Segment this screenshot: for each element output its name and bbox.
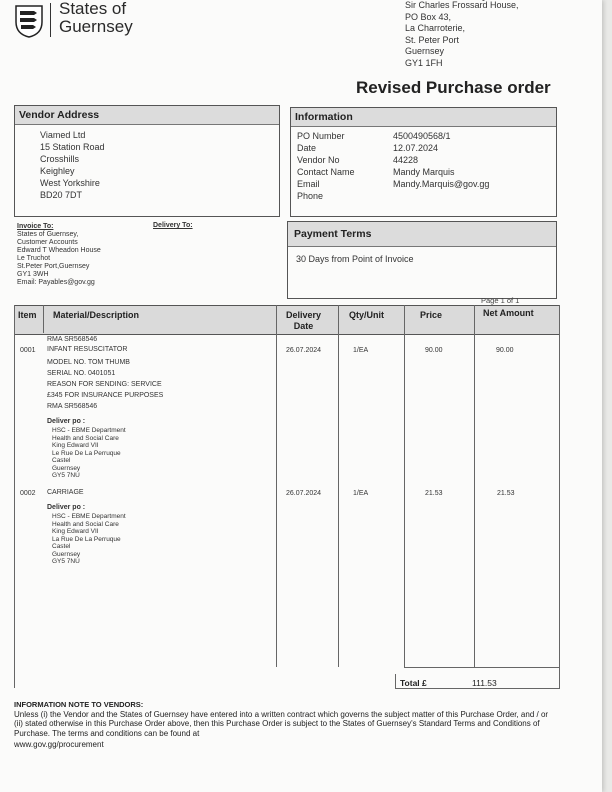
deliver-line: Le Rue De La Perruque	[52, 449, 121, 457]
deliver-line: HSC - EBME Department	[52, 513, 126, 520]
row-delivery-date: 26.07.2024	[286, 347, 322, 354]
row-detail-line: MODEL NO. TOM THUMB	[47, 359, 130, 366]
info-value: 44228	[393, 155, 419, 165]
total-label: Total £	[400, 678, 427, 688]
col-header-delivery	[286, 310, 321, 332]
info-value: Mandy Marquis	[393, 167, 455, 177]
invoice-to-block	[17, 223, 101, 287]
table-bottom-line	[404, 667, 560, 668]
deliver-line: Guernsey	[52, 550, 81, 558]
row-net-amount: 21.53	[497, 490, 515, 497]
row-delivery-date: 26.07.2024	[286, 490, 322, 497]
vendor-address-lines	[15, 125, 279, 201]
row-material-name: CARRIAGE	[47, 489, 84, 496]
row-net-amount: 90.00	[496, 347, 514, 354]
row-qty-unit: 1/EA	[353, 490, 369, 497]
row-detail-line: RMA SR568546	[47, 403, 98, 410]
logo-line-1: States of	[59, 0, 127, 18]
invoice-to-line: Le Truchot	[17, 255, 51, 262]
deliver-to-label: Deliver po :	[47, 418, 86, 425]
table-border-left	[14, 305, 15, 688]
vendor-line: Viamed Ltd	[40, 130, 86, 140]
info-label: Email	[297, 179, 320, 189]
org-address-line: St. Peter Port	[405, 34, 460, 45]
note-heading: INFORMATION NOTE TO VENDORS:	[14, 700, 144, 709]
col-header-item: Item	[18, 310, 37, 320]
deliver-line: Guernsey	[52, 464, 81, 472]
table-col-divider	[43, 305, 44, 333]
info-label: Phone	[297, 191, 324, 201]
vendor-address-heading: Vendor Address	[15, 106, 279, 125]
guernsey-crest-icon	[14, 4, 44, 38]
payment-terms-text: 30 Days from Point of Invoice	[296, 254, 414, 264]
deliver-line: Health and Social Care	[52, 434, 119, 442]
payment-terms-box	[287, 221, 557, 299]
deliver-line: GY5 7NU	[52, 558, 80, 565]
vendor-line: Keighley	[40, 166, 75, 176]
row-pre-text: RMA SR568546	[47, 336, 98, 343]
total-value: 111.53	[472, 678, 497, 688]
row-detail-line: SERIAL NO. 0401051	[47, 370, 116, 377]
table-header	[14, 305, 559, 335]
info-value: 12.07.2024	[393, 143, 439, 153]
invoice-to-line: Email: Payables@gov.gg	[17, 279, 95, 286]
invoice-to-line: States of Guernsey,	[17, 231, 79, 238]
deliver-to-label: Deliver po :	[47, 504, 86, 511]
deliver-to-lines	[52, 513, 126, 566]
org-name	[405, 0, 487, 3]
invoice-to-line: Edward T Wheadon House	[17, 247, 101, 254]
deliver-line: GY5 7NU	[52, 472, 80, 479]
vendor-line: BD20 7DT	[40, 190, 83, 200]
table-col-divider	[474, 305, 475, 667]
info-label: Date	[297, 143, 317, 153]
delivery-to-heading: Delivery To:	[153, 222, 193, 229]
row-item-number: 0002	[20, 490, 36, 497]
row-price: 21.53	[425, 490, 443, 497]
row-detail-line: REASON FOR SENDING: SERVICE	[47, 381, 162, 388]
invoice-to-line: Customer Accounts	[17, 239, 78, 246]
vendor-information-note	[14, 700, 554, 750]
info-label: PO Number	[297, 131, 345, 141]
deliver-line: HSC - EBME Department	[52, 427, 126, 434]
deliver-line: Castel	[52, 457, 71, 464]
vendor-line: West Yorkshire	[40, 178, 100, 188]
row-detail-lines	[47, 357, 163, 412]
row-price: 90.00	[425, 347, 443, 354]
deliver-line: King Edward VII	[52, 528, 99, 535]
payment-terms-heading: Payment Terms	[288, 222, 556, 247]
total-box-left	[395, 674, 396, 689]
logo-text	[59, 0, 133, 36]
invoice-to-line: St.Peter Port,Guernsey	[17, 263, 90, 270]
page-number: Page 1 of 1	[481, 296, 520, 305]
org-address-line: Sir Charles Frossard House,	[405, 0, 519, 10]
information-heading: Information	[291, 108, 556, 127]
information-labels	[297, 130, 355, 202]
document-title: Revised Purchase order	[356, 78, 551, 97]
total-bottom-line	[395, 688, 560, 689]
org-address-line: La Charroterie,	[405, 23, 466, 33]
org-address-line: Guernsey	[405, 46, 445, 56]
vendor-address-box	[14, 105, 280, 217]
org-address-line: GY1 1FH	[405, 57, 443, 68]
col-header-net-amount: Net Amount	[483, 308, 534, 318]
invoice-to-heading: Invoice To:	[17, 223, 54, 230]
row-qty-unit: 1/EA	[353, 347, 369, 354]
deliver-line: Health and Social Care	[52, 520, 119, 528]
col-header-qty: Qty/Unit	[349, 310, 384, 320]
information-values	[393, 130, 489, 190]
col-header-description: Material/Description	[53, 310, 140, 320]
row-detail-line: £345 FOR INSURANCE PURPOSES	[47, 392, 164, 399]
deliver-line: King Edward VII	[52, 442, 99, 449]
info-label: Contact Name	[297, 167, 355, 177]
table-col-divider	[276, 305, 277, 667]
table-col-divider	[338, 305, 339, 667]
col-header-delivery-line2: Date	[293, 321, 314, 331]
org-address-line: PO Box 43,	[405, 11, 452, 22]
deliver-to-lines	[52, 427, 126, 480]
row-item-number: 0001	[20, 347, 36, 354]
note-url[interactable]: www.gov.gg/procurement	[14, 740, 104, 749]
col-header-delivery-line1: Delivery	[286, 310, 322, 320]
invoice-to-line: GY1 3WH	[17, 271, 49, 278]
deliver-line: La Rue De La Perruque	[52, 535, 121, 543]
col-header-price: Price	[420, 310, 443, 320]
table-border-right	[559, 305, 560, 688]
logo-divider	[50, 3, 51, 37]
note-text: Unless (i) the Vendor and the States of Guernsey have entered into a written contract which governs the subject matter of this Purchase Order, and / or (ii) stated otherwise in this Purchase Order above, then this Purchase Order is subject to the States of Guernsey's Standard Terms and Conditions of Purchase. The terms and conditions can be found at	[14, 709, 549, 738]
vendor-line: 15 Station Road	[40, 142, 105, 152]
info-value: 4500490568/1	[393, 131, 451, 141]
row-material-name: INFANT RESUSCITATOR	[47, 346, 128, 353]
vendor-line: Crosshills	[40, 154, 80, 164]
org-address	[405, 0, 519, 69]
information-box	[290, 107, 557, 217]
deliver-line: Castel	[52, 543, 71, 550]
logo-line-2: Guernsey	[59, 17, 133, 36]
table-col-divider	[404, 305, 405, 667]
info-value: Mandy.Marquis@gov.gg	[393, 179, 490, 189]
info-label: Vendor No	[297, 155, 340, 165]
